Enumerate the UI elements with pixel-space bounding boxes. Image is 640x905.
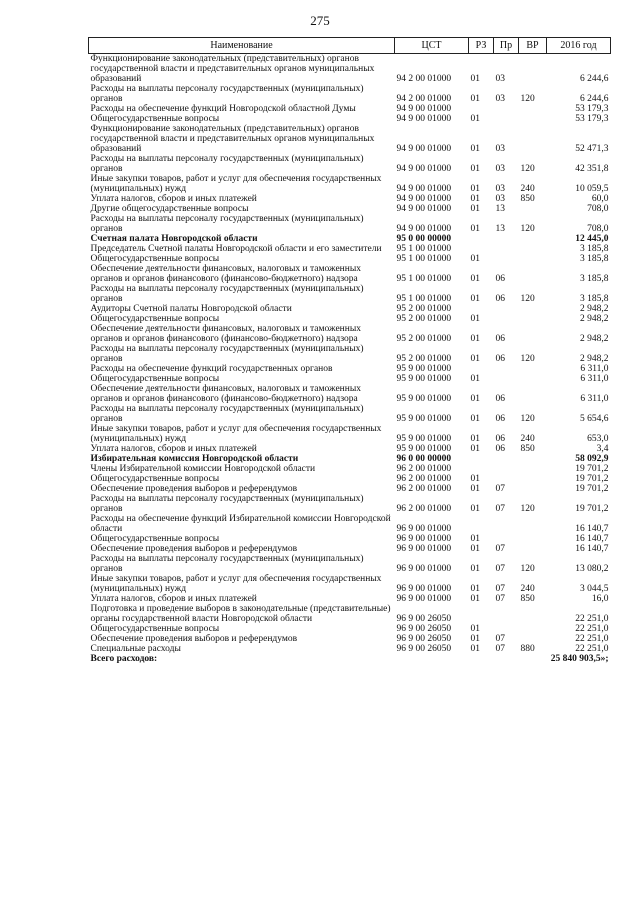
row-rz: 01	[470, 374, 480, 384]
row-name: Общегосударственные вопросы	[90, 474, 220, 484]
row-amount: 3 044,5	[580, 584, 609, 594]
row-name: Расходы на выплаты персоналу государственных (муниципальных) органов	[90, 284, 364, 304]
table-row	[89, 474, 611, 484]
row-rz	[469, 104, 494, 114]
total-amount: 25 840 903,5»;	[550, 654, 609, 664]
row-rz: 01	[470, 94, 480, 104]
row-pr: 03	[495, 144, 505, 154]
row-rz	[469, 604, 494, 624]
row-rz: 01	[470, 144, 480, 154]
table-row	[89, 124, 611, 154]
row-vr: 120	[520, 564, 535, 574]
row-vr: 850	[520, 444, 535, 454]
row-vr	[519, 234, 547, 244]
row-rz: 01	[470, 594, 480, 604]
row-name: Общегосударственные вопросы	[90, 254, 220, 264]
header-vr: ВР	[519, 38, 547, 54]
table-row	[89, 384, 611, 404]
row-cst: 95 9 00 01000	[396, 444, 452, 454]
row-amount: 3,4	[596, 444, 609, 454]
row-vr: 120	[520, 224, 535, 234]
row-amount: 58 092,9	[575, 454, 609, 464]
table-row	[89, 214, 611, 234]
row-name: Уплата налогов, сборов и иных платежей	[90, 594, 257, 604]
row-name: Общегосударственные вопросы	[90, 624, 220, 634]
row-pr: 13	[495, 224, 505, 234]
row-name: Обеспечение проведения выборов и референдумов	[90, 544, 298, 554]
row-pr	[494, 464, 519, 474]
row-name: Подготовка и проведение выборов в законодательные (представительные) органы государственной власти Новгородской области	[90, 604, 391, 624]
row-pr: 06	[495, 444, 505, 454]
row-cst: 94 9 00 01000	[396, 114, 452, 124]
row-amount: 2 948,2	[580, 314, 609, 324]
row-cst: 95 1 00 01000	[396, 294, 452, 304]
row-amount: 16 140,7	[575, 524, 609, 534]
row-rz: 01	[470, 434, 480, 444]
table-row	[89, 534, 611, 544]
page-number: 275	[310, 13, 330, 28]
row-amount: 6 311,0	[580, 364, 609, 374]
row-cst: 96 9 00 01000	[396, 584, 452, 594]
row-rz: 01	[470, 294, 480, 304]
row-cst: 94 2 00 01000	[396, 94, 452, 104]
row-cst: 95 2 00 01000	[396, 354, 452, 364]
row-cst: 94 9 00 01000	[396, 194, 452, 204]
table-row	[89, 464, 611, 474]
total-label: Всего расходов:	[90, 654, 158, 664]
row-name: Функционирование законодательных (представительных) органов государственной власти и представительных органов муниципальных образований	[90, 124, 375, 154]
row-amount: 16 140,7	[575, 534, 609, 544]
row-pr	[494, 104, 519, 114]
row-cst: 95 9 00 01000	[396, 414, 452, 424]
table-row	[89, 254, 611, 264]
row-pr	[494, 364, 519, 374]
row-amount: 6 311,0	[580, 394, 609, 404]
row-name: Расходы на выплаты персоналу государственных (муниципальных) органов	[90, 494, 364, 514]
table-row	[89, 554, 611, 574]
row-vr	[519, 304, 547, 314]
table-row	[89, 624, 611, 634]
row-amount: 19 701,2	[575, 474, 609, 484]
row-cst: 95 2 00 01000	[396, 304, 452, 314]
row-vr	[519, 624, 547, 634]
row-amount: 2 948,2	[580, 354, 609, 364]
row-rz: 01	[470, 584, 480, 594]
row-rz: 01	[470, 484, 480, 494]
row-amount: 10 059,5	[575, 184, 609, 194]
row-vr: 850	[520, 194, 535, 204]
row-cst: 95 9 00 01000	[396, 394, 452, 404]
table-row	[89, 644, 611, 654]
table-row	[89, 574, 611, 594]
row-pr: 06	[495, 414, 505, 424]
row-vr: 120	[520, 504, 535, 514]
row-vr: 880	[520, 644, 535, 654]
row-amount: 19 701,2	[575, 484, 609, 494]
row-pr: 07	[495, 484, 505, 494]
row-amount: 708,0	[587, 204, 609, 214]
row-name: Расходы на выплаты персоналу государственных (муниципальных) органов	[90, 84, 364, 104]
table-row	[89, 484, 611, 494]
row-name: Другие общегосударственные вопросы	[90, 204, 249, 214]
row-rz: 01	[470, 544, 480, 554]
total-row	[89, 654, 611, 664]
row-name: Иные закупки товаров, работ и услуг для обеспечения государственных (муниципальных) нужд	[90, 574, 382, 594]
row-rz	[469, 234, 494, 244]
row-vr	[519, 384, 547, 404]
row-vr	[519, 114, 547, 124]
row-pr	[494, 624, 519, 634]
row-vr	[519, 374, 547, 384]
row-rz: 01	[470, 194, 480, 204]
row-vr	[519, 264, 547, 284]
table-row	[89, 284, 611, 304]
row-vr	[519, 364, 547, 374]
header-year: 2016 год	[547, 38, 611, 54]
row-pr: 03	[495, 74, 505, 84]
row-vr	[519, 514, 547, 534]
table-row	[89, 174, 611, 194]
row-name: Обеспечение деятельности финансовых, налоговых и таможенных органов и органов финансового (финансово-бюджетного) надзора	[90, 324, 361, 344]
row-cst: 96 2 00 01000	[396, 504, 452, 514]
row-name: Общегосударственные вопросы	[90, 314, 220, 324]
row-rz: 01	[470, 114, 480, 124]
row-cst: 95 1 00 01000	[396, 254, 452, 264]
table-header-row	[89, 38, 611, 54]
row-name: Иные закупки товаров, работ и услуг для обеспечения государственных (муниципальных) нужд	[90, 174, 382, 194]
row-vr	[519, 484, 547, 494]
budget-table	[88, 37, 611, 664]
row-rz: 01	[470, 624, 480, 634]
header-name: Наименование	[89, 38, 395, 54]
row-cst: 95 2 00 01000	[396, 334, 452, 344]
table-row	[89, 264, 611, 284]
row-cst: 96 2 00 01000	[396, 484, 452, 494]
row-vr	[519, 244, 547, 254]
table-row	[89, 604, 611, 624]
row-rz: 01	[470, 354, 480, 364]
row-vr: 120	[520, 354, 535, 364]
row-name: Расходы на выплаты персоналу государственных (муниципальных) органов	[90, 154, 364, 174]
row-rz: 01	[470, 564, 480, 574]
row-amount: 16,0	[591, 594, 609, 604]
table-row	[89, 304, 611, 314]
row-rz: 01	[470, 274, 480, 284]
row-name: Аудиторы Счетной палаты Новгородской области	[90, 304, 292, 314]
row-cst: 94 9 00 01000	[396, 104, 452, 114]
row-amount: 19 701,2	[575, 504, 609, 514]
row-rz: 01	[470, 254, 480, 264]
row-rz: 01	[470, 164, 480, 174]
row-rz: 01	[470, 504, 480, 514]
row-vr	[519, 604, 547, 624]
header-rz: РЗ	[469, 38, 494, 54]
row-amount: 53 179,3	[575, 104, 609, 114]
row-rz: 01	[470, 394, 480, 404]
row-name: Расходы на выплаты персоналу государственных (муниципальных) органов	[90, 214, 364, 234]
row-name: Уплата налогов, сборов и иных платежей	[90, 194, 257, 204]
row-name: Расходы на выплаты персоналу государственных (муниципальных) органов	[90, 554, 364, 574]
row-vr: 850	[520, 594, 535, 604]
row-rz	[469, 454, 494, 464]
row-rz: 01	[470, 534, 480, 544]
row-pr: 13	[495, 204, 505, 214]
row-rz	[469, 364, 494, 374]
table-row	[89, 494, 611, 514]
row-pr	[494, 234, 519, 244]
table-row	[89, 594, 611, 604]
row-cst: 96 9 00 26050	[396, 614, 452, 624]
table-row	[89, 84, 611, 104]
row-vr	[519, 324, 547, 344]
row-amount: 653,0	[587, 434, 609, 444]
row-name: Общегосударственные вопросы	[90, 374, 220, 384]
row-cst: 95 2 00 01000	[396, 314, 452, 324]
table-row	[89, 364, 611, 374]
row-vr	[519, 314, 547, 324]
row-pr: 07	[495, 644, 505, 654]
table-row	[89, 544, 611, 554]
row-name: Обеспечение деятельности финансовых, налоговых и таможенных органов и органов финансового (финансово-бюджетного) надзора	[90, 384, 361, 404]
row-cst: 95 9 00 01000	[396, 374, 452, 384]
row-name: Члены Избирательной комиссии Новгородской области	[90, 464, 316, 474]
row-cst: 96 2 00 01000	[396, 464, 452, 474]
row-name: Избирательная комиссия Новгородской области	[90, 454, 299, 464]
row-rz: 01	[470, 634, 480, 644]
row-rz	[469, 464, 494, 474]
row-rz: 01	[470, 224, 480, 234]
row-vr: 120	[520, 94, 535, 104]
row-vr	[519, 54, 547, 85]
table-row	[89, 514, 611, 534]
row-cst: 96 9 00 01000	[396, 524, 452, 534]
row-amount: 52 471,3	[575, 144, 609, 154]
row-vr: 240	[520, 584, 535, 594]
row-amount: 2 948,2	[580, 334, 609, 344]
row-amount: 3 185,8	[580, 254, 609, 264]
row-cst: 94 9 00 01000	[396, 164, 452, 174]
row-pr	[494, 454, 519, 464]
row-cst: 94 9 00 01000	[396, 144, 452, 154]
row-vr	[519, 104, 547, 114]
header-cst: ЦСТ	[395, 38, 469, 54]
row-rz: 01	[470, 204, 480, 214]
row-pr	[494, 304, 519, 314]
row-vr: 240	[520, 434, 535, 444]
row-amount: 53 179,3	[575, 114, 609, 124]
row-vr	[519, 474, 547, 484]
row-amount: 22 251,0	[575, 624, 609, 634]
row-cst: 95 1 00 01000	[396, 274, 452, 284]
row-vr	[519, 634, 547, 644]
row-name: Общегосударственные вопросы	[90, 534, 220, 544]
row-pr	[494, 534, 519, 544]
row-rz	[469, 244, 494, 254]
row-amount: 3 185,8	[580, 294, 609, 304]
row-pr: 03	[495, 94, 505, 104]
row-rz: 01	[470, 184, 480, 194]
table-row	[89, 344, 611, 364]
row-rz	[469, 514, 494, 534]
row-cst: 96 2 00 01000	[396, 474, 452, 484]
row-name: Обеспечение проведения выборов и референдумов	[90, 634, 298, 644]
row-name: Функционирование законодательных (представительных) органов государственной власти и представительных органов муниципальных образований	[90, 54, 375, 84]
row-pr: 07	[495, 584, 505, 594]
table-row	[89, 314, 611, 324]
row-pr: 06	[495, 354, 505, 364]
row-rz: 01	[470, 474, 480, 484]
row-pr: 03	[495, 164, 505, 174]
row-vr	[519, 124, 547, 154]
row-amount: 5 654,6	[580, 414, 609, 424]
row-rz	[469, 304, 494, 314]
row-name: Обеспечение деятельности финансовых, налоговых и таможенных органов и органов финансового (финансово-бюджетного) надзора	[90, 264, 361, 284]
row-cst: 95 1 00 01000	[396, 244, 452, 254]
row-amount: 6 244,6	[580, 94, 609, 104]
row-name: Расходы на обеспечение функций государственных органов	[90, 364, 333, 374]
row-name: Специальные расходы	[90, 644, 181, 654]
row-vr: 120	[520, 414, 535, 424]
row-amount: 13 080,2	[575, 564, 609, 574]
table-row	[89, 374, 611, 384]
row-vr	[519, 534, 547, 544]
table-row	[89, 194, 611, 204]
table-row	[89, 324, 611, 344]
row-vr	[519, 464, 547, 474]
row-amount: 6 311,0	[580, 374, 609, 384]
row-vr	[519, 544, 547, 554]
row-pr: 07	[495, 504, 505, 514]
row-cst: 96 0 00 00000	[396, 454, 452, 464]
row-cst: 96 9 00 01000	[396, 564, 452, 574]
row-amount: 3 185,8	[580, 244, 609, 254]
row-rz: 01	[470, 74, 480, 84]
row-cst: 96 9 00 26050	[396, 644, 452, 654]
row-amount: 22 251,0	[575, 634, 609, 644]
row-cst: 96 9 00 01000	[396, 544, 452, 554]
row-rz: 01	[470, 414, 480, 424]
row-rz: 01	[470, 644, 480, 654]
row-amount: 3 185,8	[580, 274, 609, 284]
table-row	[89, 54, 611, 85]
row-pr	[494, 314, 519, 324]
row-pr	[494, 514, 519, 534]
row-amount: 2 948,2	[580, 304, 609, 314]
row-pr: 06	[495, 334, 505, 344]
row-pr	[494, 604, 519, 624]
row-amount: 16 140,7	[575, 544, 609, 554]
row-amount: 22 251,0	[575, 644, 609, 654]
row-pr: 06	[495, 274, 505, 284]
row-name: Счетная палата Новгородской области	[90, 234, 258, 244]
row-cst: 94 9 00 01000	[396, 224, 452, 234]
header-pr: Пр	[494, 38, 519, 54]
table-body	[89, 54, 611, 655]
row-amount: 22 251,0	[575, 614, 609, 624]
row-name: Общегосударственные вопросы	[90, 114, 220, 124]
row-cst: 96 9 00 01000	[396, 594, 452, 604]
row-amount: 708,0	[587, 224, 609, 234]
table-row	[89, 454, 611, 464]
row-vr	[519, 254, 547, 264]
row-cst: 94 2 00 01000	[396, 74, 452, 84]
row-vr: 120	[520, 294, 535, 304]
row-pr: 06	[495, 434, 505, 444]
row-vr: 240	[520, 184, 535, 194]
row-amount: 19 701,2	[575, 464, 609, 474]
row-name: Расходы на выплаты персоналу государственных (муниципальных) органов	[90, 404, 364, 424]
row-cst: 96 9 00 01000	[396, 534, 452, 544]
table-row	[89, 244, 611, 254]
row-pr	[494, 114, 519, 124]
row-pr: 07	[495, 564, 505, 574]
row-pr: 07	[495, 594, 505, 604]
row-vr	[519, 454, 547, 464]
row-pr: 06	[495, 294, 505, 304]
row-name: Расходы на обеспечение функций Новгородской областной Думы	[90, 104, 356, 114]
row-pr: 07	[495, 634, 505, 644]
table-row	[89, 104, 611, 114]
table-row	[89, 404, 611, 424]
row-name: Расходы на выплаты персоналу государственных (муниципальных) органов	[90, 344, 364, 364]
row-pr	[494, 244, 519, 254]
row-cst: 96 9 00 26050	[396, 624, 452, 634]
row-pr	[494, 374, 519, 384]
row-rz: 01	[470, 444, 480, 454]
row-pr: 06	[495, 394, 505, 404]
row-name: Председатель Счетной палаты Новгородской области и его заместители	[90, 244, 382, 254]
row-pr: 03	[495, 194, 505, 204]
row-name: Расходы на обеспечение функций Избирательной комиссии Новгородской области	[90, 514, 391, 534]
row-pr	[494, 254, 519, 264]
table-row	[89, 204, 611, 214]
row-cst: 96 9 00 26050	[396, 634, 452, 644]
row-name: Уплата налогов, сборов и иных платежей	[90, 444, 257, 454]
row-amount: 60,0	[591, 194, 609, 204]
row-cst: 95 0 00 00000	[396, 234, 452, 244]
row-amount: 12 445,0	[575, 234, 609, 244]
row-cst: 94 9 00 01000	[396, 184, 452, 194]
row-rz: 01	[470, 334, 480, 344]
table-row	[89, 234, 611, 244]
row-rz: 01	[470, 314, 480, 324]
row-cst: 95 9 00 01000	[396, 364, 452, 374]
table-row	[89, 444, 611, 454]
row-name: Иные закупки товаров, работ и услуг для обеспечения государственных (муниципальных) нужд	[90, 424, 382, 444]
row-amount: 42 351,8	[575, 164, 609, 174]
row-vr: 120	[520, 164, 535, 174]
row-vr	[519, 204, 547, 214]
row-cst: 95 9 00 01000	[396, 434, 452, 444]
row-pr: 03	[495, 184, 505, 194]
row-cst: 94 9 00 01000	[396, 204, 452, 214]
row-amount: 6 244,6	[580, 74, 609, 84]
table-row	[89, 154, 611, 174]
row-name: Обеспечение проведения выборов и референдумов	[90, 484, 298, 494]
table-row	[89, 634, 611, 644]
row-pr: 07	[495, 544, 505, 554]
table-row	[89, 424, 611, 444]
table-row	[89, 114, 611, 124]
row-pr	[494, 474, 519, 484]
